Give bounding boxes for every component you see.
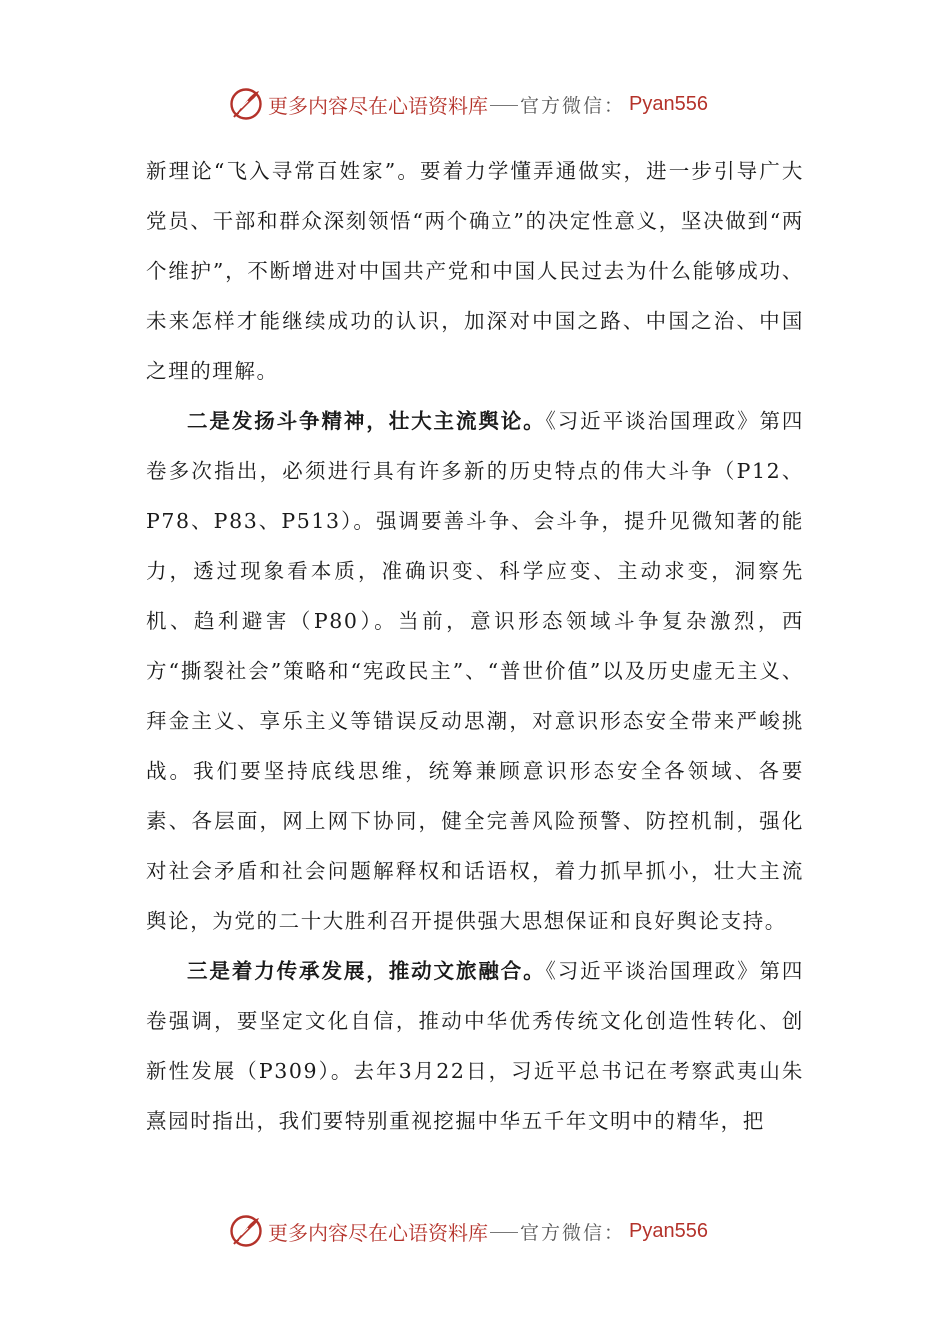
quill-pen-logo-icon [228,1213,264,1249]
watermark-site-text: 更多内容尽在心语资料库 [268,93,488,118]
header-watermark [228,84,748,124]
watermark-id-text: Pyan556 [629,1219,708,1242]
paragraph-1-text: 新理论“飞入寻常百姓家”。要着力学懂弄通做实，进一步引导广大党员、干部和群众深刻领悟“两个确立”的决定性意义，坚决做到“两个维护”，不断增进对中国共产党和中国人民过去为什么能够成功、未来怎样才能继续成功的认识，加深对中国之路、中国之治、中国之理的理解。 [146,159,804,383]
watermark-id-text: Pyan556 [629,92,708,115]
watermark-label-text: 官方微信： [520,1221,626,1244]
paragraph-2-lead: 二是发扬斗争精神，壮大主流舆论。 [187,409,546,433]
paragraph-3 [146,946,804,1146]
watermark-site-text: 更多内容尽在心语资料库 [268,1220,488,1245]
paragraph-2 [146,396,804,946]
watermark-dash [490,105,518,106]
watermark-label-text: 官方微信： [520,94,626,117]
quill-pen-logo-icon [228,86,264,122]
paragraph-3-text: 《习近平谈治国理政》第四卷强调，要坚定文化自信，推动中华优秀传统文化创造性转化、创新性发展（P309）。去年3月22日，习近平总书记在考察武夷山朱熹园时指出，我们要特别重视挖掘中华五千年文明中的精华，把 [146,959,804,1133]
paragraph-3-lead: 三是着力传承发展，推动文旅融合。 [187,959,546,983]
watermark-dash [490,1232,518,1233]
paragraph-2-text: 《习近平谈治国理政》第四卷多次指出，必须进行具有许多新的历史特点的伟大斗争（P12、P78、P83、P513）。强调要善斗争、会斗争，提升见微知著的能力，透过现象看本质，准确识变、科学应变、主动求变，洞察先机、趋利避害（P80）。当前，意识形态领域斗争复杂激烈，西方“撕裂社会”策略和“宪政民主”、“普世价值”以及历史虚无主义、拜金主义、享乐主义等错误反动思潮，对意识形态安全带来严峻挑战。我们要坚持底线思维，统筹兼顾意识形态安全各领域、各要素、各层面，网上网下协同，健全完善风险预警、防控机制，强化对社会矛盾和社会问题解释权和话语权，着力抓早抓小，壮大主流舆论，为党的二十大胜利召开提供强大思想保证和良好舆论支持。 [146,409,804,933]
footer-watermark [228,1211,748,1251]
document-body [146,146,804,1146]
paragraph-1 [146,146,804,396]
